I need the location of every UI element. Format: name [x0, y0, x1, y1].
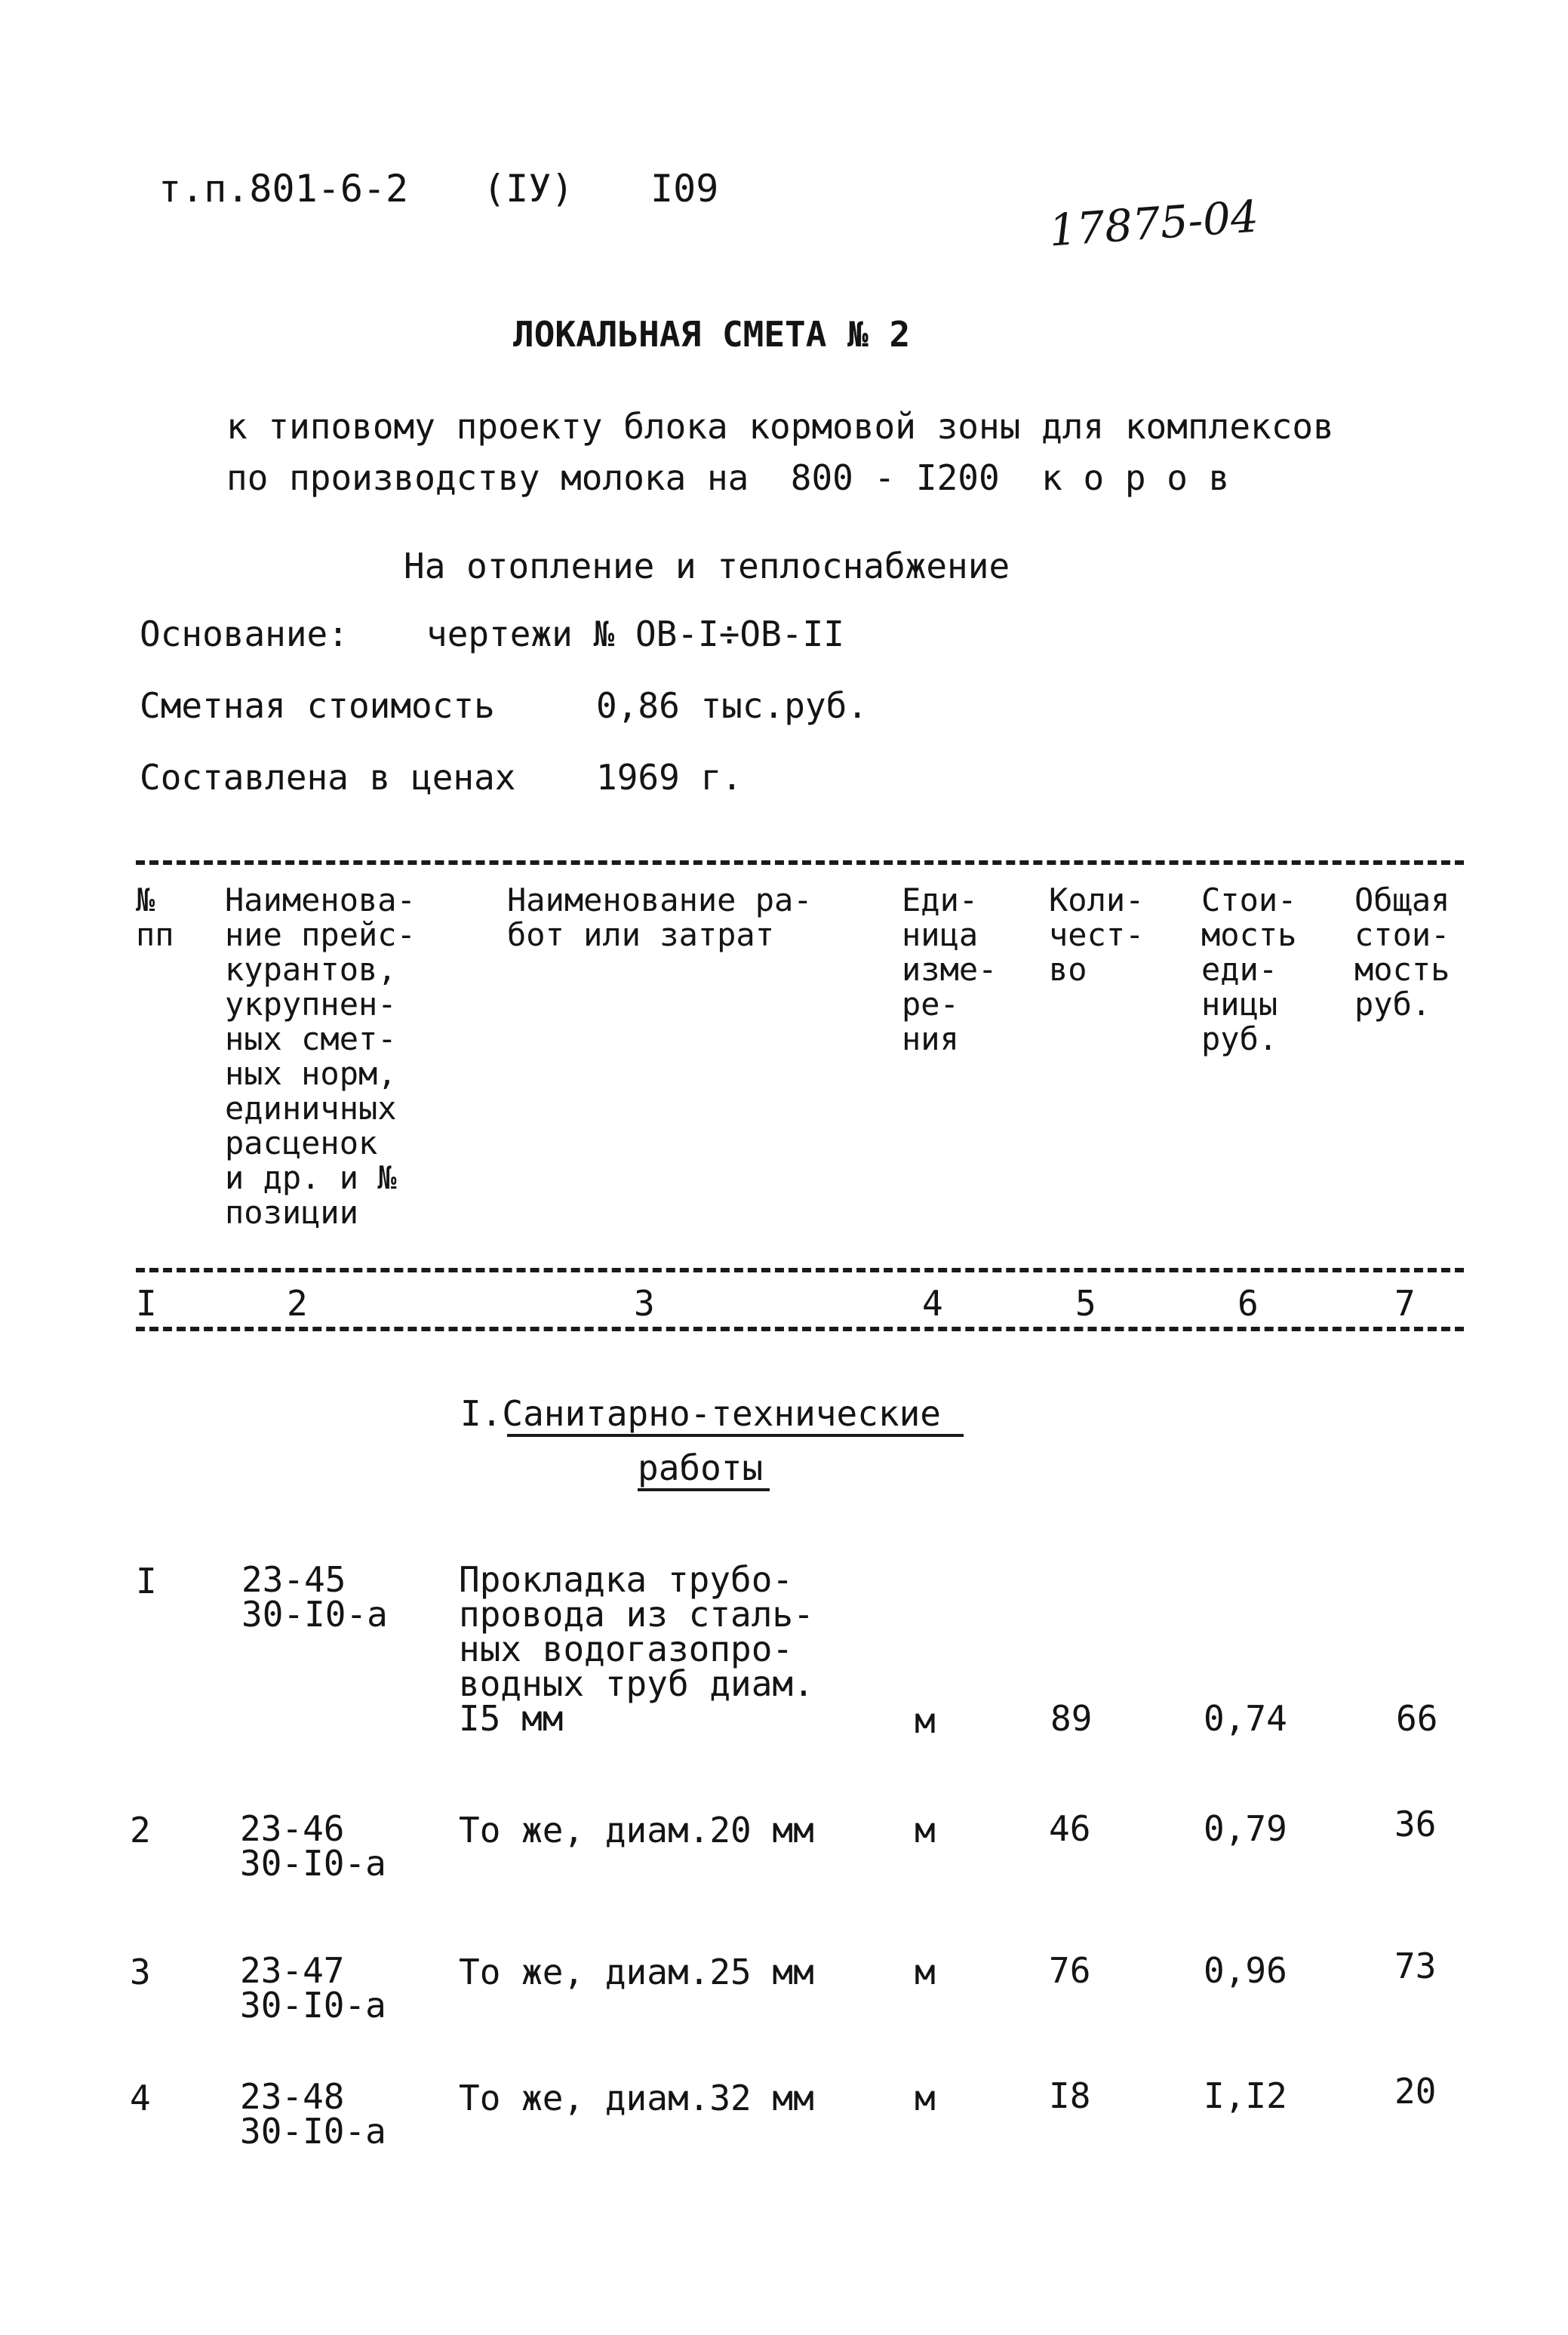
col-header-unit-cost: Стои- мость еди- ницы руб. [1201, 881, 1297, 1057]
row-3-number: 3 [130, 1952, 151, 1992]
col-number-4: 4 [922, 1283, 943, 1324]
col-header-quantity: Коли- чест- во [1049, 881, 1145, 988]
row-3-unit: м [915, 1952, 936, 1992]
row-2-unit: м [915, 1810, 936, 1850]
row-1-number: I [136, 1561, 157, 1601]
row-2-code: 23-46 30-I0-а [240, 1808, 386, 1884]
col-header-total-cost: Общая стои- мость руб. [1354, 881, 1450, 1023]
section-title-line-1: I.Санитарно-технические [460, 1393, 941, 1434]
row-3-name: То же, диам.25 мм [459, 1952, 814, 1992]
cost-value: 0,86 тыс.руб. [596, 685, 869, 726]
col-number-3: 3 [634, 1283, 655, 1324]
section-title-underline-2 [638, 1488, 770, 1491]
cost-label: Сметная стоимость [140, 685, 495, 726]
row-1-name: Прокладка трубо- провода из сталь- ных водогазопро- водных труб диам. I5 мм [459, 1559, 814, 1739]
page-number: I09 [650, 167, 719, 211]
row-4-number: 4 [130, 2078, 151, 2118]
row-2-total: 36 [1394, 1804, 1437, 1844]
row-2-number: 2 [130, 1810, 151, 1850]
column-numbers-rule [136, 1327, 1464, 1331]
row-4-code: 23-48 30-I0-а [240, 2076, 386, 2152]
section-title-line-2: работы [638, 1447, 764, 1488]
row-4-unit: м [915, 2078, 936, 2118]
subtitle-line-2: по производству молока на 800 - I200 к о р о в [226, 457, 1230, 498]
col-header-unit: Еди- ница изме- ре- ния [902, 881, 998, 1057]
row-4-unit-cost: I,I2 [1204, 2075, 1287, 2116]
row-1-quantity: 89 [1050, 1698, 1093, 1739]
row-2-quantity: 46 [1049, 1808, 1091, 1849]
document-title: ЛОКАЛЬНАЯ СМЕТА № 2 [513, 314, 911, 355]
row-1-unit: м [915, 1700, 936, 1741]
row-3-code: 23-47 30-I0-а [240, 1950, 386, 2026]
col-header-number: № пп [136, 881, 174, 953]
table-top-rule [136, 860, 1464, 865]
col-number-7: 7 [1394, 1283, 1416, 1324]
row-1-code: 23-45 30-I0-а [241, 1559, 388, 1635]
col-number-2: 2 [287, 1283, 308, 1324]
row-2-name: То же, диам.20 мм [459, 1810, 814, 1850]
col-header-pricelist: Наименова- ние прейс- курантов, укрупнен- ных смет- ных норм, единичных расценок и др. и № позиции [225, 881, 416, 1231]
basis-value: чертежи № ОВ-I÷ОВ-II [426, 614, 844, 654]
header-bottom-rule [136, 1268, 1464, 1272]
basis-label: Основание: [140, 614, 349, 654]
subtitle-line-1: к типовому проекту блока кормовой зоны для комплексов [226, 406, 1334, 447]
row-3-unit-cost: 0,96 [1204, 1950, 1287, 1991]
row-1-unit-cost: 0,74 [1204, 1698, 1287, 1739]
row-3-total: 73 [1394, 1946, 1437, 1986]
row-4-total: 20 [1394, 2071, 1437, 2112]
purpose-line: На отопление и теплоснабжение [404, 546, 1010, 586]
col-header-work-name: Наименование ра- бот или затрат [507, 881, 813, 953]
row-2-unit-cost: 0,79 [1204, 1808, 1287, 1849]
row-4-quantity: I8 [1049, 2075, 1091, 2116]
prices-value: 1969 г. [596, 757, 742, 798]
row-1-total: 66 [1396, 1698, 1438, 1739]
volume-number: (IУ) [483, 167, 574, 211]
col-number-6: 6 [1237, 1283, 1259, 1324]
section-title-underline-1 [507, 1434, 964, 1437]
col-number-5: 5 [1075, 1283, 1096, 1324]
col-number-1: I [136, 1283, 157, 1324]
row-3-quantity: 76 [1049, 1950, 1091, 1991]
project-code: т.п.801-6-2 [158, 167, 409, 211]
handwritten-code: 17875-04 [1047, 190, 1260, 257]
prices-label: Составлена в ценах [140, 757, 516, 798]
row-4-name: То же, диам.32 мм [459, 2078, 814, 2118]
